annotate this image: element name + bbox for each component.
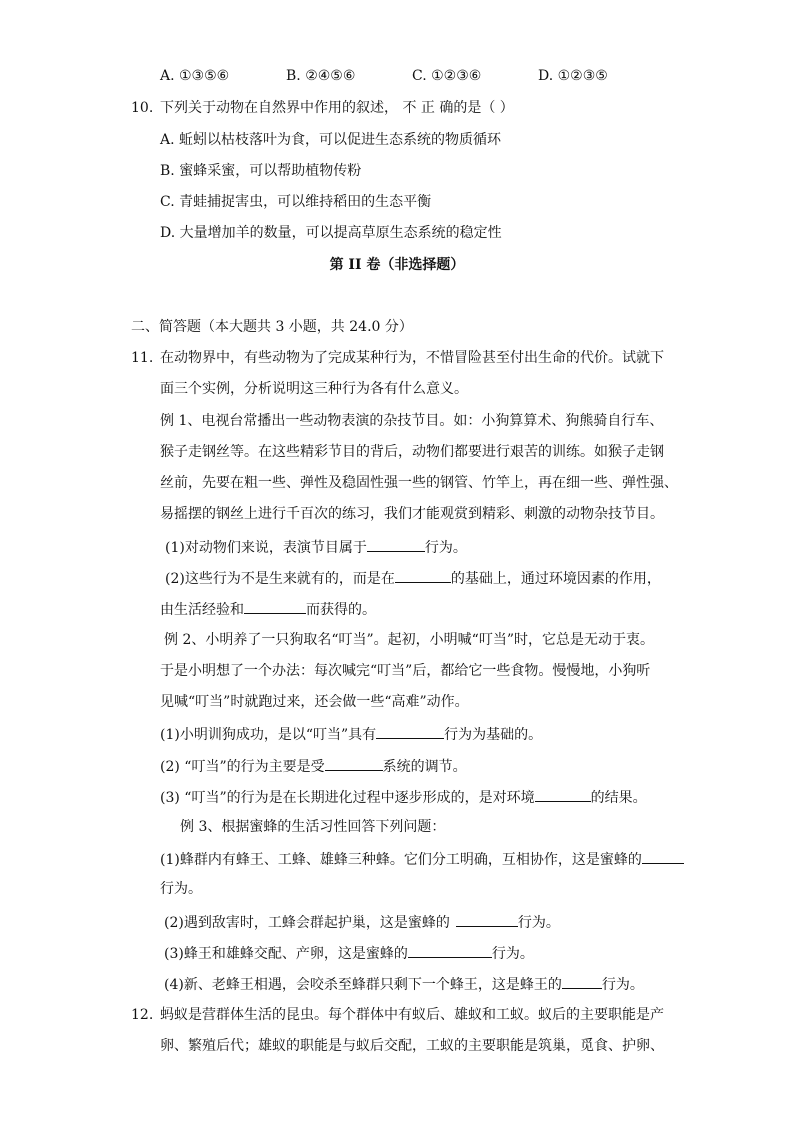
text: (1)小明训狗成功，是以“叮当”具有 — [160, 727, 377, 743]
answer-blank[interactable] — [562, 974, 602, 989]
text: (2)这些行为不是生来就有的，而是在 — [165, 571, 395, 587]
text-line: 在动物界中，有些动物为了完成某种行为，不惜冒险甚至付出生命的代价。试就下 — [160, 350, 664, 366]
text-line: 例 3、根据蜜蜂的生活习性回答下列问题： — [180, 819, 446, 835]
question-stem: 下列关于动物在自然界中作用的叙述， 不 正 确的是（ ） — [160, 100, 514, 116]
sub-question — [160, 724, 542, 744]
sub-question — [164, 912, 560, 932]
sub-question — [160, 599, 376, 619]
text: 行为为基础的。 — [444, 727, 543, 743]
answer-blank[interactable] — [325, 756, 383, 771]
sub-question — [160, 849, 684, 869]
option-c: C. 青蛙捕捉害虫，可以维持稻田的生态平衡 — [160, 194, 432, 210]
text: (3)蜂王和雄蜂交配、产卵，这是蜜蜂的 — [164, 946, 408, 962]
text: (4)新、老蜂王相遇，会咬杀至蜂群只剩下一个蜂王，这是蜂王的 — [164, 977, 562, 993]
text: 而获得的。 — [306, 602, 376, 618]
text: (2) “叮当”的行为主要是受 — [160, 759, 325, 775]
text: 的基础上，通过环境因素的作用， — [450, 571, 661, 587]
text: 的结果。 — [590, 790, 647, 806]
text-line: 易摇摆的钢丝上进行千百次的练习，我们才能观赏到精彩、刺激的动物杂技节目。 — [160, 506, 664, 522]
option-a: A. 蚯蚓以枯枝落叶为食，可以促进生态系统的物质循环 — [160, 132, 502, 148]
option-a: A. ①③⑤⑥ — [160, 68, 230, 84]
text: 行为。 — [424, 540, 467, 556]
answer-blank[interactable] — [244, 599, 306, 614]
section-title: 第 II 卷（非选择题） — [329, 257, 465, 273]
option-d: D. ①②③⑤ — [538, 68, 608, 84]
text: (1)蜂群内有蜂王、工蜂、雄蜂三种蜂。它们分工明确，互相协作，这是蜜蜂的 — [160, 852, 642, 868]
question-number: 12. — [131, 1007, 154, 1023]
answer-blank[interactable] — [456, 912, 518, 927]
text-line: 见喊“叮当”时就跑过来，还会做一些“高难”动作。 — [160, 694, 469, 710]
sub-question — [160, 756, 467, 776]
text: 由生活经验和 — [160, 602, 244, 618]
text: 行为。 — [517, 915, 560, 931]
answer-blank[interactable] — [408, 943, 492, 958]
text-line: 丝前，先要在粗一些、弹性及稳固性强一些的钢管、竹竿上，再在细一些、弹性强、 — [160, 475, 678, 491]
text-line: 蚂蚁是营群体生活的昆虫。每个群体中有蚁后、雄蚁和工蚁。蚁后的主要职能是产 — [160, 1007, 664, 1023]
sub-question — [164, 974, 644, 994]
text-line: 面三个实例，分析说明这三种行为各有什么意义。 — [160, 381, 468, 397]
text-line: 例 1、电视台常播出一些动物表演的杂技节目。如：小狗算算术、狗熊骑自行车、 — [160, 413, 664, 429]
question-number: 11. — [131, 350, 154, 366]
text-line: 例 2、小明养了一只狗取名“叮当”。起初，小明喊“叮当”时，它总是无动于衷。 — [164, 632, 654, 648]
answer-blank[interactable] — [535, 787, 591, 802]
answer-blank[interactable] — [376, 724, 444, 739]
text: (1)对动物们来说，表演节目属于 — [165, 540, 367, 556]
text: 行为。 — [601, 977, 644, 993]
sub-question — [160, 787, 647, 807]
text: 行为。 — [491, 946, 534, 962]
text-line: 行为。 — [160, 881, 202, 897]
section-header: 二、简答题（本大题共 3 小题，共 24.0 分） — [131, 319, 413, 335]
text: 系统的调节。 — [382, 759, 467, 775]
text: (3) “叮当”的行为是在长期进化过程中逐步形成的，是对环境 — [160, 790, 535, 806]
option-b: B. 蜜蜂采蜜，可以帮助植物传粉 — [160, 163, 362, 179]
answer-blank[interactable] — [642, 849, 684, 864]
text-line: 于是小明想了一个办法：每次喊完“叮当”后，都给它一些食物。慢慢地，小狗听 — [160, 663, 651, 679]
option-d: D. 大量增加羊的数量，可以提高草原生态系统的稳定性 — [160, 225, 502, 241]
text: (2)遇到敌害时，工蜂会群起护巢，这是蜜蜂的 — [164, 915, 450, 931]
question-number: 10. — [131, 100, 154, 116]
sub-question — [164, 943, 534, 963]
sub-question — [165, 537, 467, 557]
option-b: B. ②④⑤⑥ — [286, 68, 356, 84]
text-line: 猴子走钢丝等。在这些精彩节目的背后，动物们都要进行艰苦的训练。如猴子走钢 — [160, 444, 664, 460]
answer-blank[interactable] — [395, 568, 451, 583]
sub-question — [165, 568, 661, 588]
text-line: 卵、繁殖后代；雄蚁的职能是与蚁后交配，工蚁的主要职能是筑巢，觅食、护卵、 — [160, 1038, 664, 1054]
answer-blank[interactable] — [367, 537, 425, 552]
option-c: C. ①②③⑥ — [412, 68, 482, 84]
